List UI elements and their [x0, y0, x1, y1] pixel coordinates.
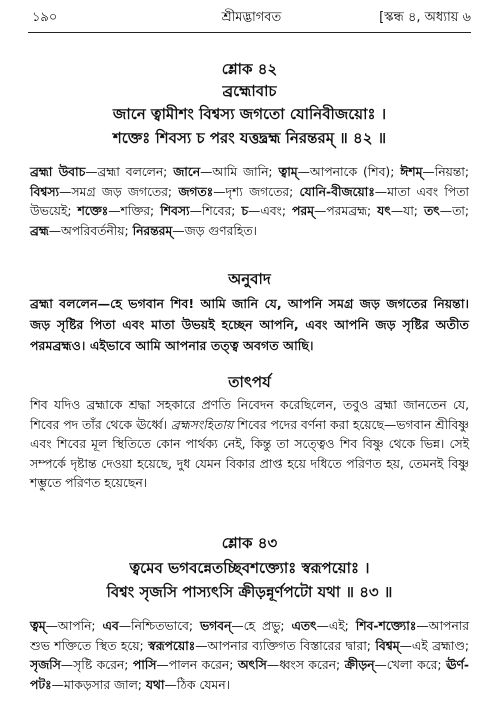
synonym-word: পরম্ [292, 204, 314, 219]
synonym-word: ব্রহ্ম [30, 223, 49, 238]
synonym-word: ত্বাম্ [278, 165, 298, 179]
synonym-meaning: —হে প্রভু; [231, 619, 292, 633]
purport-text-1: শিব যদিও ব্রহ্মাকে শ্রদ্ধা সহকারে প্রণতি নিবেদন করেছিলেন, তবুও ব্রহ্মা জানতেন যে, শিবের পদ তাঁর থেকে ঊর্ধ্বে। [30, 398, 469, 432]
synonym-meaning: —এবং; [248, 204, 293, 219]
synonym-word: শিব-শক্ত্যোঃ [355, 619, 417, 633]
verse-42-line-2: শক্তেঃ শিবস্য চ পরং যত্তদ্ব্রহ্ম নিরন্তরম্ ॥ ৪২ ॥ [112, 129, 387, 147]
synonym-meaning: —আপনার ব্যক্তিগত বিস্তারের দ্বারা; [195, 638, 376, 653]
synonym-word: জানে [173, 165, 201, 179]
synonym-meaning: —মাতা এবং পিতা উভয়েই; [30, 184, 469, 219]
translation-heading: অনুবাদ [228, 270, 271, 288]
synonym-word: বিশ্বস্য [30, 184, 60, 199]
verse-42-purport [30, 396, 469, 494]
purport-text-2: শিবের পদের বর্ণনা করা হয়েছে—ভগবান শ্রীবিষ্ণু এবং শিবের মূল স্থিতিতে কোন পার্থক্য নেই, কিন্তু তা সত্ত্বেও শিব বিষ্ণু থেকে ভিন্ন। সেই সম্পর্কে দৃষ্টান্ত দেওয়া হয়েছে, দুধ যেমন বিকার প্রাপ্ত হয়ে দধিতে পরিণত হয়, তেমনই বিষ্ণু শম্ভুতে পরিণত হয়েছেন। [30, 417, 469, 491]
verse-43-synonyms [30, 617, 469, 695]
synonym-word: অৎসি [237, 658, 267, 673]
synonym-meaning: —নিয়ন্তা; [422, 165, 469, 179]
chapter-reference: [স্কন্ধ ৪, অধ্যায় ৬ [379, 10, 471, 25]
synonym-meaning: —আপনার শুভ শক্তিতে স্থিত হয়ে; [30, 619, 469, 653]
synonym-word: চ [241, 204, 249, 219]
synonym-meaning: —এই ব্রহ্মাণ্ড; [399, 638, 469, 653]
synonym-word: নিরন্তরম্ [132, 223, 173, 238]
synonym-word: ত্বম্ [30, 619, 46, 633]
synonym-word: যৎ [377, 204, 391, 219]
synonym-meaning: —মাকড়সার জাল; [51, 677, 146, 692]
synonym-meaning: —আপনি; [45, 619, 103, 633]
page-header [32, 8, 471, 32]
synonym-word: জগতঃ [178, 184, 214, 199]
verse-42-speaker: ব্রহ্মোবাচ [222, 82, 277, 100]
synonym-meaning: —জড় গুণরহিত। [172, 223, 257, 238]
synonym-meaning: —আমি জানি; [200, 165, 279, 179]
synonym-meaning: —শক্তির; [108, 204, 161, 219]
synonym-word: যথা [145, 677, 165, 692]
synonym-word: ঈশম্ [400, 165, 423, 179]
verse-43-line-2: বিশ্বং সৃজসি পাস্যৎসি ক্রীড়ন্নূর্ণপটো যথা ॥ ৪৩ ॥ [106, 583, 393, 601]
synonym-meaning: —তা; [439, 204, 469, 219]
synonym-meaning: —অপরিবর্তনীয়; [48, 223, 133, 238]
synonym-meaning: —দৃশ্য জগতের; [213, 184, 300, 199]
synonym-word: সৃজসি [30, 658, 61, 673]
verse-42-line-1: জানে ত্বামীশং বিশ্বস্য জগতো যোনিবীজয়োঃ । [112, 105, 387, 123]
synonym-meaning: —নিশ্চিতভাবে; [118, 619, 200, 633]
synonym-meaning: —ধ্বংস করেন; [266, 658, 345, 673]
synonym-word: ক্রীড়ন্ [344, 658, 375, 673]
synonym-word: এব [102, 619, 119, 633]
synonym-meaning: —সৃষ্টি করেন; [60, 658, 133, 673]
synonym-word: ব্রহ্মা উবাচ [30, 165, 86, 179]
synonym-meaning: —যা; [390, 204, 424, 219]
purport-heading: তাৎপর্য [228, 373, 271, 391]
synonym-meaning: —এই; [316, 619, 356, 633]
synonym-word: এতৎ [291, 619, 317, 633]
verse-43-line-1: ত্বমেব ভগবন্নেতচ্ছিবশক্ত্যোঃ স্বরূপয়োঃ । [129, 559, 370, 577]
synonym-meaning: —ঠিক যেমন। [164, 677, 230, 692]
synonym-meaning: —আপনাকে (শিব); [297, 165, 401, 179]
header-rule [28, 32, 471, 33]
synonym-meaning: —পালন করেন; [156, 658, 238, 673]
synonym-word: বিশ্বম্ [375, 638, 400, 653]
synonym-word: স্বরূপয়োঃ [148, 638, 196, 653]
verse-42-synonyms [30, 163, 469, 241]
synonym-meaning: —পরমব্রহ্ম; [313, 204, 378, 219]
synonym-word: পাসি [132, 658, 157, 673]
verse-42-title: শ্লোক ৪২ [221, 60, 278, 78]
book-title: শ্রীমদ্ভাগবত [221, 10, 282, 25]
purport-emphasis: ব্রহ্মসংহিতায় [171, 417, 234, 432]
synonym-word: শক্তেঃ [77, 204, 109, 219]
synonym-meaning: —শিবের; [189, 204, 242, 219]
verse-42-translation: ব্রহ্মা বললেন—হে ভগবান শিব! আমি জানি যে, আপনি সমগ্র জড় জগতের নিয়ন্তা। জড় সৃষ্টির পিতা এবং মাতা উভয়ই হচ্ছেন আপনি, এবং আপনি জড় সৃষ্টির অতীত পরমব্রহ্মও। এইভাবে আমি আপনার তত্ত্ব অবগত আছি। [30, 296, 469, 353]
synonym-word: যোনি-বীজয়োঃ [299, 184, 375, 199]
synonym-word: ভগবন্ [199, 619, 232, 633]
synonym-word: শিবস্য [160, 204, 190, 219]
synonym-meaning: —খেলা করে; [374, 658, 447, 673]
page-number: ১৯০ [32, 10, 58, 25]
synonym-meaning: —ব্রহ্মা বললেন; [85, 165, 174, 179]
synonym-word: তৎ [423, 204, 440, 219]
synonym-meaning: —সমগ্র জড় জগতের; [59, 184, 179, 199]
verse-43-title: শ্লোক ৪৩ [221, 534, 278, 552]
synonym-word: ঊর্ণ-পটঃ [30, 658, 469, 692]
